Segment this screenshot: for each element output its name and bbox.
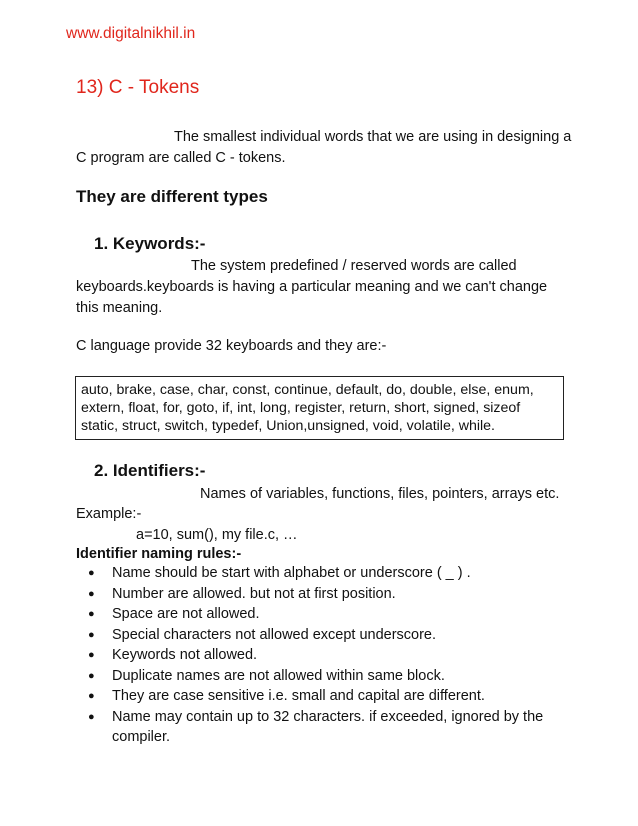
types-heading: They are different types	[76, 187, 268, 206]
list-item: ● They are case sensitive i.e. small and capital are different.	[88, 686, 558, 707]
bullet-icon: ●	[88, 608, 95, 620]
example-label: Example:-	[76, 506, 142, 522]
bullet-icon: ●	[88, 567, 95, 579]
keywords-count-line: C language provide 32 keyboards and they are:-	[76, 338, 387, 354]
bullet-icon: ●	[88, 587, 95, 600]
bullet-icon: ●	[88, 669, 95, 682]
bullet-icon: ●	[88, 628, 95, 641]
intro-paragraph: The smallest individual words that we are using in designing a C program are called C - tokens.	[76, 129, 572, 166]
list-item: ● Special characters not allowed except underscore.	[88, 625, 558, 646]
keywords-line: extern, float, for, goto, if, int, long, register, return, short, signed, sizeof	[81, 400, 521, 416]
identifiers-heading: 2. Identifiers:-	[94, 461, 206, 480]
bullet-icon: ●	[88, 649, 95, 661]
list-item: ● Name may contain up to 32 characters. if exceeded, ignored by the compiler.	[88, 708, 544, 745]
list-item: ● Space are not allowed.	[88, 604, 558, 625]
bullet-icon: ●	[88, 710, 95, 723]
keywords-description: The system predefined / reserved words are called keyboards.keyboards is having a particular meaning and we can't change this meaning.	[76, 258, 548, 316]
list-item: ● Name should be start with alphabet or underscore ( _ ) .	[88, 563, 558, 584]
keywords-list-box	[75, 376, 564, 440]
rules-heading: Identifier naming rules:-	[76, 546, 242, 562]
keywords-heading: 1. Keywords:-	[94, 234, 206, 253]
identifiers-description: Names of variables, functions, files, pointers, arrays etc.	[200, 486, 560, 502]
bullet-icon: ●	[88, 690, 95, 702]
list-item: ● Duplicate names are not allowed within same block.	[88, 666, 558, 687]
keywords-line: auto, brake, case, char, const, continue, default, do, double, else, enum,	[81, 382, 534, 398]
keywords-line: static, struct, switch, typedef, Union,unsigned, void, volatile, while.	[81, 418, 496, 434]
example-value: a=10, sum(), my file.c, …	[136, 527, 298, 543]
page-title: 13) C - Tokens	[76, 77, 200, 98]
list-item: ● Keywords not allowed.	[88, 645, 558, 666]
naming-rules-list	[88, 563, 558, 748]
site-url[interactable]: www.digitalnikhil.in	[66, 25, 196, 42]
list-item: ● Number are allowed. but not at first position.	[88, 584, 558, 605]
